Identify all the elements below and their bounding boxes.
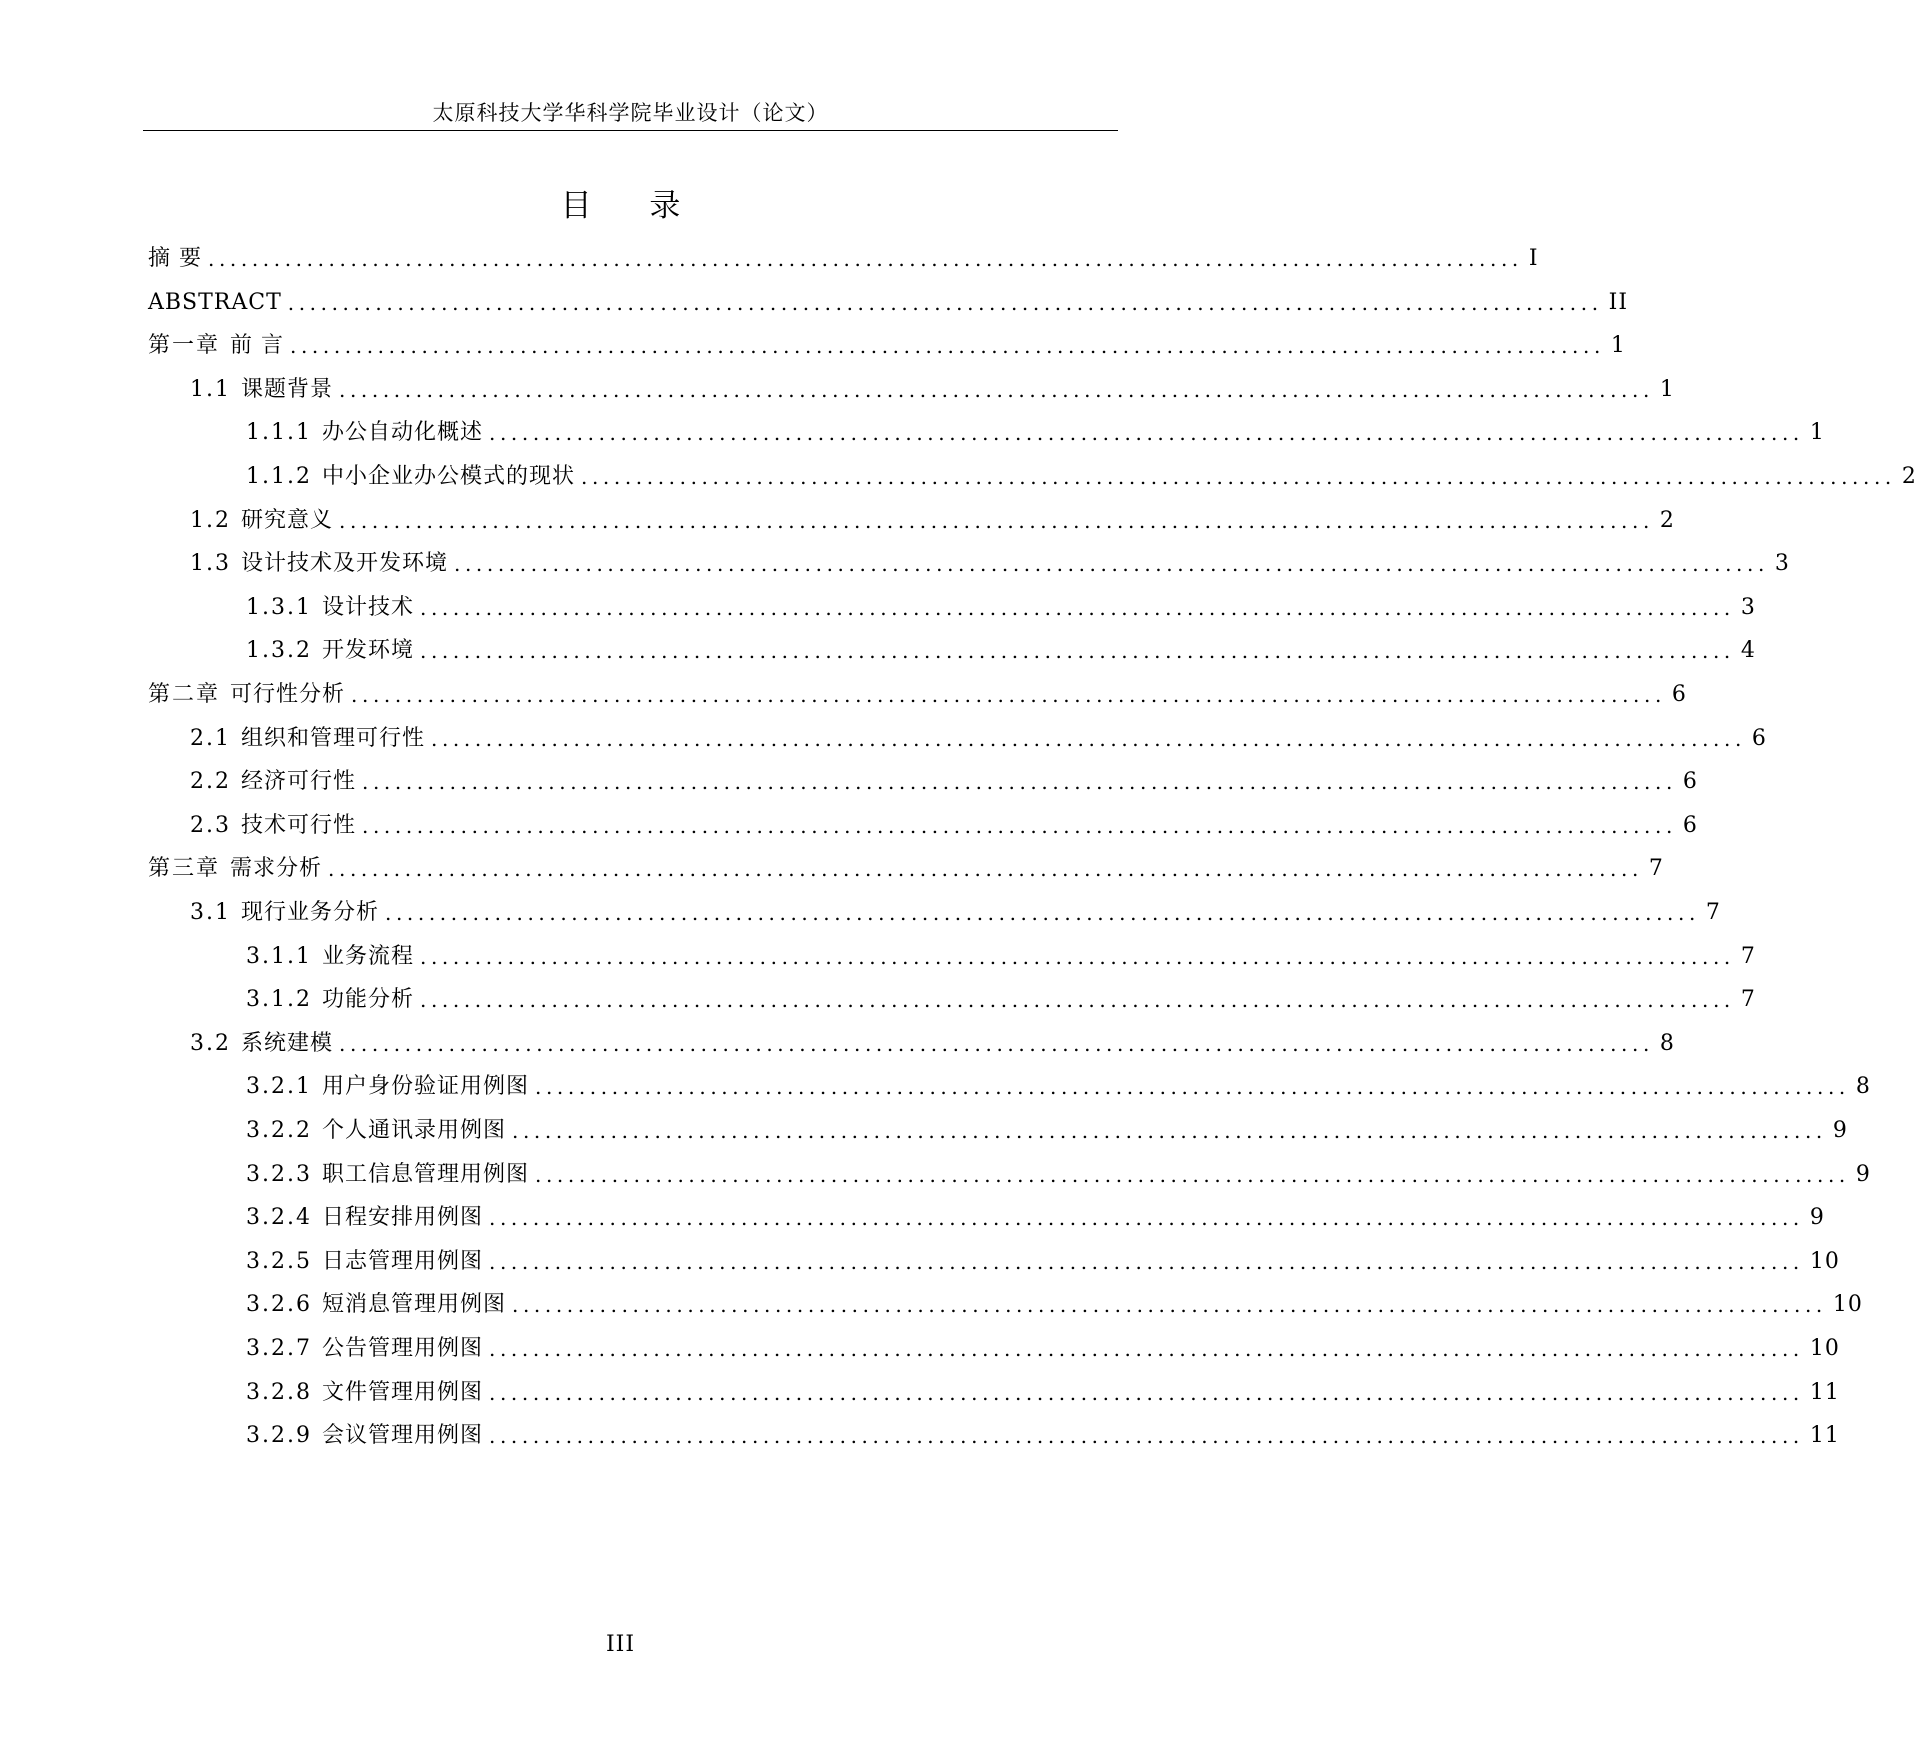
toc-entry-label: 短消息管理用例图	[321, 1292, 506, 1318]
toc-entry-label: 公告管理用例图	[321, 1336, 483, 1361]
toc-entry-page: 10	[1832, 1292, 1863, 1318]
toc-entry[interactable]	[246, 1203, 1825, 1233]
toc-entry-label: ABSTRACT	[148, 289, 282, 315]
toc-entry-page: II	[1608, 289, 1629, 315]
toc-entry-label: 职工信息管理用例图	[321, 1161, 529, 1187]
toc-entry-page: 11	[1809, 1379, 1840, 1405]
toc-dot-leader: ........................................................................................................................	[581, 465, 1896, 489]
toc-dot-leader: ........................................................................................................................	[489, 1337, 1804, 1361]
toc-entry-page: 4	[1740, 638, 1756, 664]
toc-entry-label: 摘 要	[148, 246, 202, 271]
toc-entry-label: 前 言	[230, 333, 285, 359]
toc-entry[interactable]	[246, 636, 1756, 666]
toc-entry-page: 7	[1705, 900, 1721, 925]
page-number: III	[605, 1632, 636, 1657]
toc-entry[interactable]	[190, 767, 1698, 797]
toc-entry-number: 3.2.1	[246, 1074, 312, 1100]
toc-dot-leader: ........................................................................................................................	[431, 726, 1746, 751]
toc-entry-page: 7	[1740, 987, 1756, 1013]
toc-entry-label: 日志管理用例图	[321, 1248, 483, 1274]
toc-entry-label: 研究意义	[241, 507, 334, 533]
toc-entry[interactable]	[246, 985, 1756, 1015]
toc-entry[interactable]	[246, 593, 1756, 623]
toc-entry-page: 1	[1659, 376, 1675, 402]
toc-dot-leader: ........................................................................................................................	[420, 595, 1735, 620]
toc-entry-number: 2.2	[190, 769, 231, 795]
toc-dot-leader: ........................................................................................................................	[339, 377, 1654, 402]
toc-entry-number: 3.2.6	[246, 1292, 312, 1318]
toc-dot-leader: ........................................................................................................................	[535, 1162, 1850, 1187]
toc-entry-label: 设计技术	[321, 594, 414, 620]
toc-entry-page: 10	[1809, 1248, 1840, 1274]
toc-entry-number: 2.1	[190, 725, 231, 751]
toc-entry-number: 3.1.2	[246, 987, 312, 1013]
toc-title: 目 录	[560, 188, 705, 224]
toc-entry-number: 3.2.4	[246, 1205, 312, 1231]
toc-dot-leader: ........................................................................................................................	[489, 1380, 1804, 1405]
toc-entry-page: 3	[1740, 594, 1756, 620]
toc-entry-number: 2.3	[190, 812, 231, 838]
toc-entry[interactable]	[246, 1334, 1840, 1364]
toc-entry-number: 3.2.9	[246, 1423, 312, 1449]
toc-entry[interactable]	[190, 506, 1675, 536]
toc-entry[interactable]	[190, 898, 1721, 928]
toc-entry-label: 组织和管理可行性	[241, 725, 426, 751]
toc-entry-number: 1.2	[190, 507, 231, 533]
toc-entry-page: 8	[1855, 1074, 1871, 1100]
toc-entry-label: 个人通讯录用例图	[321, 1118, 506, 1143]
toc-dot-leader: ........................................................................................................................	[454, 552, 1769, 577]
toc-entry-label: 现行业务分析	[241, 900, 380, 925]
toc-entry-number: 1.3.1	[246, 594, 312, 620]
toc-entry-label: 业务流程	[321, 943, 414, 969]
toc-dot-leader: ........................................................................................................................	[362, 770, 1677, 795]
toc-dot-leader: ........................................................................................................................	[328, 857, 1643, 882]
toc-dot-leader: ........................................................................................................................	[351, 683, 1666, 707]
toc-entry-number: 3.2.2	[246, 1118, 312, 1143]
toc-entry-number: 3.1.1	[246, 943, 312, 969]
toc-entry-number: 1.1.2	[246, 464, 312, 489]
toc-entry-page: 3	[1774, 551, 1790, 577]
toc-entry[interactable]	[246, 1247, 1840, 1277]
toc-entry-label: 办公自动化概述	[321, 420, 483, 446]
toc-entry-page: 8	[1659, 1030, 1675, 1056]
toc-entry[interactable]	[148, 680, 1687, 710]
toc-dot-leader: ........................................................................................................................	[420, 639, 1735, 664]
toc-entry-number: 1.1	[190, 376, 231, 402]
toc-entry-label: 日程安排用例图	[321, 1205, 483, 1231]
toc-dot-leader: ........................................................................................................................	[290, 334, 1605, 359]
toc-entry-label: 中小企业办公模式的现状	[321, 464, 575, 489]
toc-dot-leader: ........................................................................................................................	[489, 1249, 1804, 1274]
toc-entry-page: 9	[1809, 1205, 1825, 1231]
toc-dot-leader: ........................................................................................................................	[489, 1206, 1804, 1231]
toc-entry-page: I	[1528, 246, 1539, 271]
toc-dot-leader: ........................................................................................................................	[287, 290, 1603, 315]
toc-entry-label: 功能分析	[321, 987, 414, 1013]
toc-entry-label: 系统建模	[241, 1030, 334, 1056]
toc-entry[interactable]	[246, 1160, 1871, 1190]
toc-entry-number: 1.1.1	[246, 420, 312, 446]
toc-entry-label: 技术可行性	[241, 812, 357, 838]
toc-entry-page: 6	[1671, 682, 1687, 707]
toc-entry[interactable]	[148, 331, 1626, 361]
toc-entry-label: 经济可行性	[241, 769, 357, 795]
toc-entry-label: 课题背景	[241, 376, 334, 402]
toc-dot-leader: ........................................................................................................................	[512, 1119, 1827, 1143]
toc-dot-leader: ........................................................................................................................	[339, 1031, 1654, 1056]
toc-dot-leader: ........................................................................................................................	[489, 1424, 1804, 1449]
toc-entry-label: 需求分析	[230, 856, 323, 882]
toc-entry[interactable]	[246, 1378, 1840, 1408]
toc-entry-number: 第一章	[148, 333, 221, 359]
toc-entry-page: 11	[1809, 1423, 1840, 1449]
toc-entry-number: 第三章	[148, 856, 221, 882]
toc-entry[interactable]	[190, 375, 1675, 405]
running-header: 太原科技大学华科学院毕业设计（论文）	[432, 101, 829, 125]
toc-entry-number: 3.1	[190, 900, 231, 925]
toc-entry-page: 6	[1682, 769, 1698, 795]
toc-entry[interactable]	[246, 1290, 1863, 1320]
toc-entry[interactable]	[190, 811, 1698, 841]
header-rule	[143, 130, 1118, 131]
toc-dot-leader: ........................................................................................................................	[362, 813, 1677, 838]
toc-dot-leader: ........................................................................................................................	[339, 508, 1654, 533]
toc-entry-page: 2	[1659, 507, 1675, 533]
toc-entry-page: 1	[1610, 333, 1626, 359]
toc-entry-label: 文件管理用例图	[321, 1379, 483, 1405]
toc-dot-leader: ........................................................................................................................	[385, 901, 1700, 925]
toc-entry-number: 3.2.7	[246, 1336, 312, 1361]
toc-entry-label: 设计技术及开发环境	[241, 551, 449, 577]
toc-entry[interactable]	[246, 418, 1825, 448]
toc-entry-number: 3.2	[190, 1030, 231, 1056]
toc-entry-number: 3.2.3	[246, 1161, 312, 1187]
toc-dot-leader: ........................................................................................................................	[512, 1293, 1827, 1318]
toc-entry-page: 9	[1832, 1118, 1848, 1143]
toc-entry-page: 9	[1855, 1161, 1871, 1187]
toc-entry-label: 用户身份验证用例图	[321, 1074, 529, 1100]
toc-entry-number: 1.3	[190, 551, 231, 577]
toc-dot-leader: ........................................................................................................................	[420, 944, 1735, 969]
toc-entry-label: 开发环境	[321, 638, 414, 664]
toc-dot-leader: ........................................................................................................................	[535, 1075, 1850, 1100]
toc-entry[interactable]	[148, 854, 1664, 884]
toc-entry-page: 7	[1648, 856, 1664, 882]
toc-entry-page: 6	[1751, 725, 1767, 751]
toc-entry-number: 第二章	[148, 682, 221, 707]
toc-entry[interactable]	[148, 244, 1539, 274]
toc-entry[interactable]	[246, 1421, 1840, 1451]
toc-dot-leader: ........................................................................................................................	[208, 247, 1523, 271]
toc-entry[interactable]	[246, 1116, 1848, 1146]
toc-entry[interactable]	[246, 1072, 1871, 1102]
toc-entry[interactable]	[148, 288, 1629, 318]
toc-entry[interactable]	[190, 549, 1790, 579]
toc-entry-number: 1.3.2	[246, 638, 312, 664]
toc-entry-page: 6	[1682, 812, 1698, 838]
toc-dot-leader: ........................................................................................................................	[420, 988, 1735, 1013]
toc-entry-page: 7	[1740, 943, 1756, 969]
toc-entry[interactable]	[246, 942, 1756, 972]
toc-entry-label: 可行性分析	[230, 682, 346, 707]
toc-entry[interactable]	[246, 462, 1917, 492]
toc-entry-number: 3.2.5	[246, 1248, 312, 1274]
toc-dot-leader: ........................................................................................................................	[489, 421, 1804, 446]
toc-entry-page: 1	[1809, 420, 1825, 446]
toc-entry[interactable]	[190, 724, 1767, 754]
toc-entry[interactable]	[190, 1029, 1675, 1059]
toc-entry-label: 会议管理用例图	[321, 1423, 483, 1449]
toc-entry-number: 3.2.8	[246, 1379, 312, 1405]
toc-entry-page: 2	[1901, 464, 1917, 489]
toc-entry-page: 10	[1809, 1336, 1840, 1361]
